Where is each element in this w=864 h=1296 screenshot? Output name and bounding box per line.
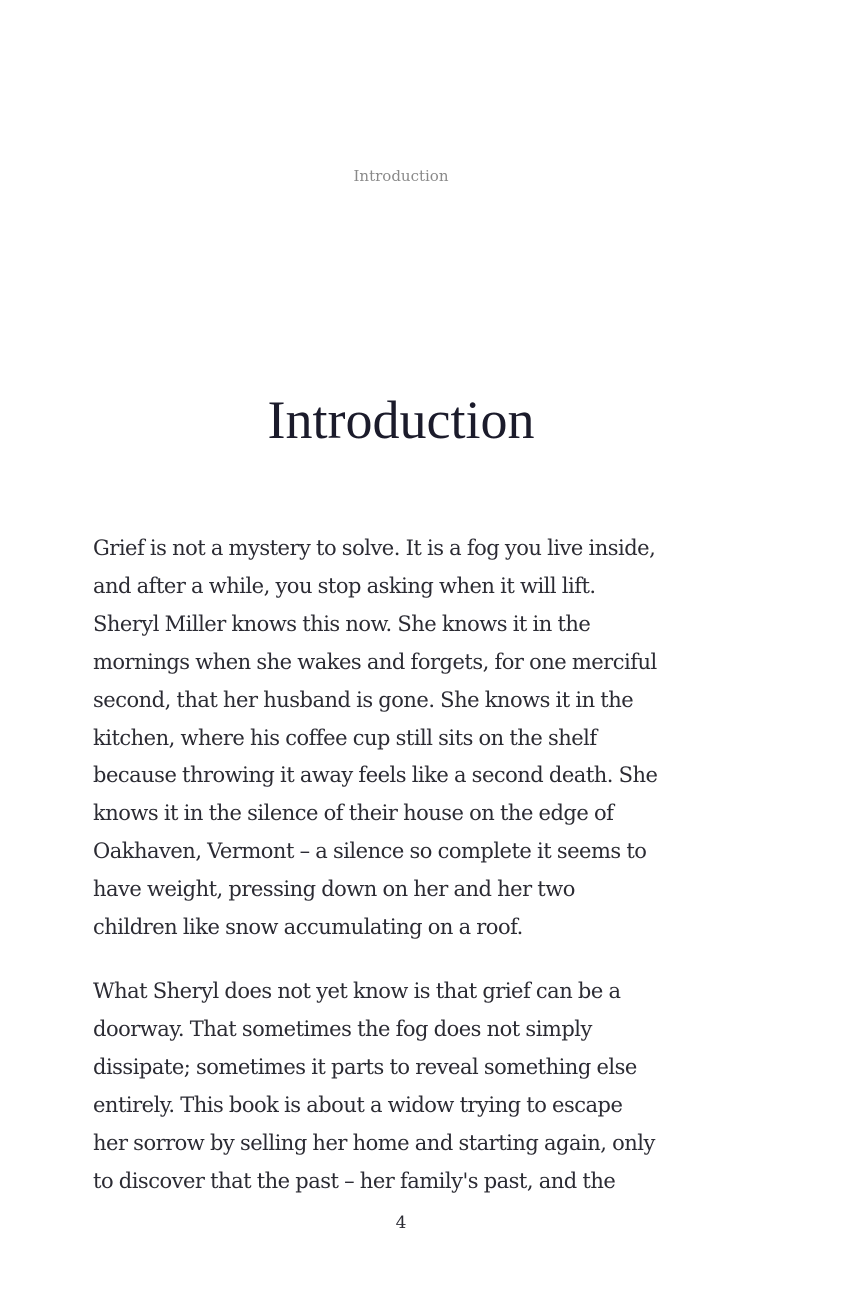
chapter-title: Introduction <box>267 390 535 450</box>
text-line: knows it in the silence of their house on the edge of <box>93 801 614 826</box>
text-line: Sheryl Miller knows this now. She knows it in the <box>93 611 591 636</box>
text-line: kitchen, where his coffee cup still sits on the shelf <box>93 725 597 750</box>
text-line: dissipate; sometimes it parts to reveal something else <box>93 1054 637 1079</box>
paragraph <box>93 530 733 947</box>
page-number: 4 <box>395 1213 407 1233</box>
text-line: and after a while, you stop asking when it will lift. <box>93 573 596 598</box>
text-line: children like snow accumulating on a roof. <box>93 915 523 940</box>
text-line: her sorrow by selling her home and starting again, only <box>93 1130 655 1155</box>
text-line: second, that her husband is gone. She knows it in the <box>93 687 634 712</box>
text-line: Grief is not a mystery to solve. It is a fog you live inside, <box>93 536 656 560</box>
text-line: to discover that the past – her family's past, and the <box>93 1168 616 1193</box>
text-line: doorway. That sometimes the fog does not simply <box>93 1016 592 1041</box>
text-line: mornings when she wakes and forgets, for one merciful <box>93 649 657 674</box>
text-line: because throwing it away feels like a second death. She <box>93 763 658 788</box>
running-header: Introduction <box>353 167 449 185</box>
text-line: have weight, pressing down on her and her two <box>93 877 575 902</box>
body-text <box>93 530 733 1226</box>
text-line: What Sheryl does not yet know is that grief can be a <box>93 978 621 1003</box>
paragraph <box>93 973 733 1200</box>
text-line: entirely. This book is about a widow trying to escape <box>93 1092 623 1117</box>
text-line: Oakhaven, Vermont – a silence so complete it seems to <box>93 839 647 864</box>
